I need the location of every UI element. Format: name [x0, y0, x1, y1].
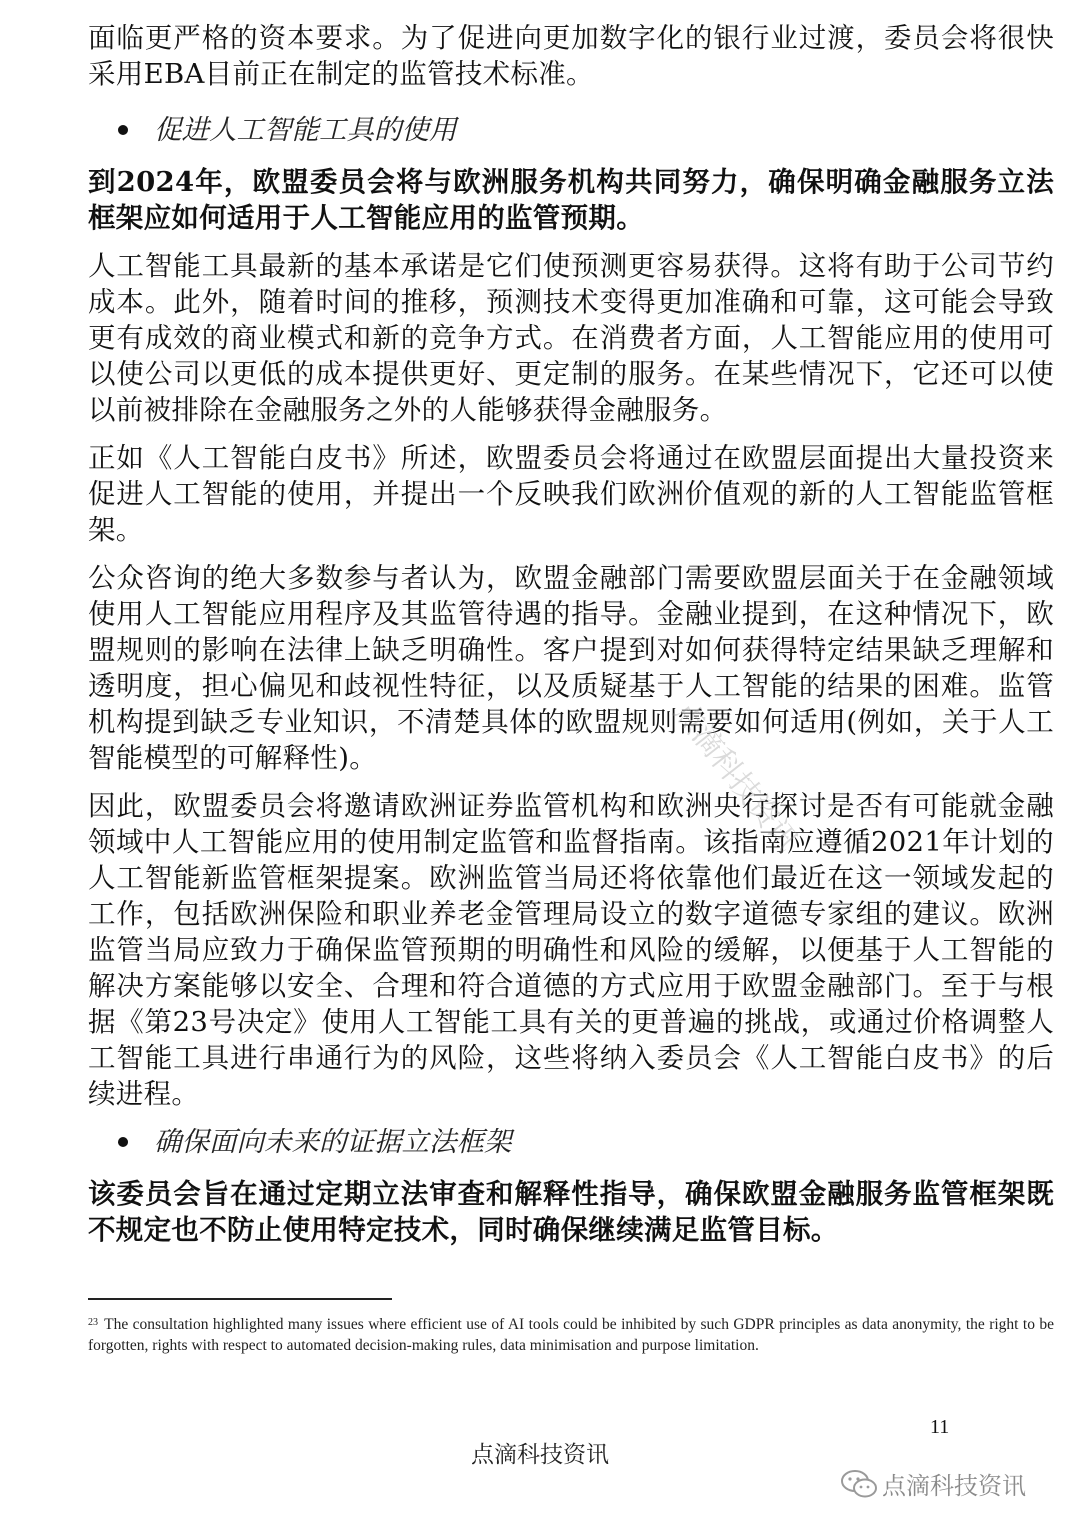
paragraph-body-4: 因此，欧盟委员会将邀请欧洲证券监管机构和欧洲央行探讨是否有可能就金融领域中人工智能应用的使用制定监管和监督指南。该指南应遵循2021年计划的人工智能新监管框架提案。欧洲监管当局还将依靠他们最近在这一领域发起的工作，包括欧洲保险和职业养老金管理局设立的数字道德专家组的建议。欧洲监管当局应致力于确保监管预期的明确性和风险的缓解，以便基于人工智能的解决方案能够以安全、合理和符合道德的方式应用于欧盟金融部门。至于与根据《第23号决定》使用人工智能工具有关的更普遍的挑战，或通过价格调整人工智能工具进行串通行为的风险，这些将纳入委员会《人工智能白皮书》的后续进程。	[88, 790, 1054, 1110]
wechat-watermark	[840, 1466, 1026, 1501]
bold-statement-framework: 该委员会旨在通过定期立法审查和解释性指导，确保欧盟金融服务监管框架既不规定也不防止使用特定技术，同时确保继续满足监管目标。	[88, 1178, 1054, 1246]
footnote-text: The consultation highlighted many issues where efficient use of AI tools could be inhibited by such GDPR principles as data anonymity, the right to be forgotten, rights with respect to automated decision-making rules, data minimisation and purpose limitation.	[88, 1316, 1054, 1354]
footnote-divider	[88, 1298, 392, 1300]
paragraph-body-1: 人工智能工具最新的基本承诺是它们使预测更容易获得。这将有助于公司节约成本。此外，随着时间的推移，预测技术变得更加准确和可靠，这可能会导致更有成效的商业模式和新的竞争方式。在消费者方面，人工智能应用的使用可以使公司以更低的成本提供更好、更定制的服务。在某些情况下，它还可以使以前被排除在金融服务之外的人能够获得金融服务。	[88, 250, 1054, 426]
paragraph-body-3: 公众咨询的绝大多数参与者认为，欧盟金融部门需要欧盟层面关于在金融领域使用人工智能应用程序及其监管待遇的指导。金融业提到，在这种情况下，欧盟规则的影响在法律上缺乏明确性。客户提到对如何获得特定结果缺乏理解和透明度，担心偏见和歧视性特征，以及质疑基于人工智能的结果的困难。监管机构提到缺乏专业知识，不清楚具体的欧盟规则需要如何适用(例如，关于人工智能模型的可解释性)。	[88, 562, 1054, 774]
bullet-item-legislative-framework	[88, 1124, 1054, 1160]
footnote	[88, 1314, 1054, 1356]
document-body	[88, 20, 1054, 1260]
page-number: 11	[930, 1416, 950, 1438]
bullet-item-ai-tools	[88, 112, 1054, 148]
paragraph-body-2: 正如《人工智能白皮书》所述，欧盟委员会将通过在欧盟层面提出大量投资来促进人工智能的使用，并提出一个反映我们欧洲价值观的新的人工智能监管框架。	[88, 442, 1054, 546]
bullet-dot-icon	[118, 125, 128, 135]
bold-statement-ai: 到2024年，欧盟委员会将与欧洲服务机构共同努力，确保明确金融服务立法框架应如何适用于人工智能应用的监管预期。	[88, 166, 1054, 234]
bullet-label: 促进人工智能工具的使用	[154, 114, 457, 146]
watermark-text: 点滴科技资讯	[882, 1472, 1026, 1500]
footnote-marker: 23	[88, 1317, 98, 1328]
bullet-label: 确保面向未来的证据立法框架	[154, 1126, 512, 1158]
paragraph-intro: 面临更严格的资本要求。为了促进向更加数字化的银行业过渡，委员会将很快采用EBA目前正在制定的监管技术标准。	[88, 22, 1054, 90]
diagonal-watermark: 点滴科技资讯	[666, 694, 805, 859]
footer-source: 点滴科技资讯	[471, 1442, 609, 1468]
bullet-dot-icon	[118, 1137, 128, 1147]
wechat-icon	[840, 1469, 878, 1499]
